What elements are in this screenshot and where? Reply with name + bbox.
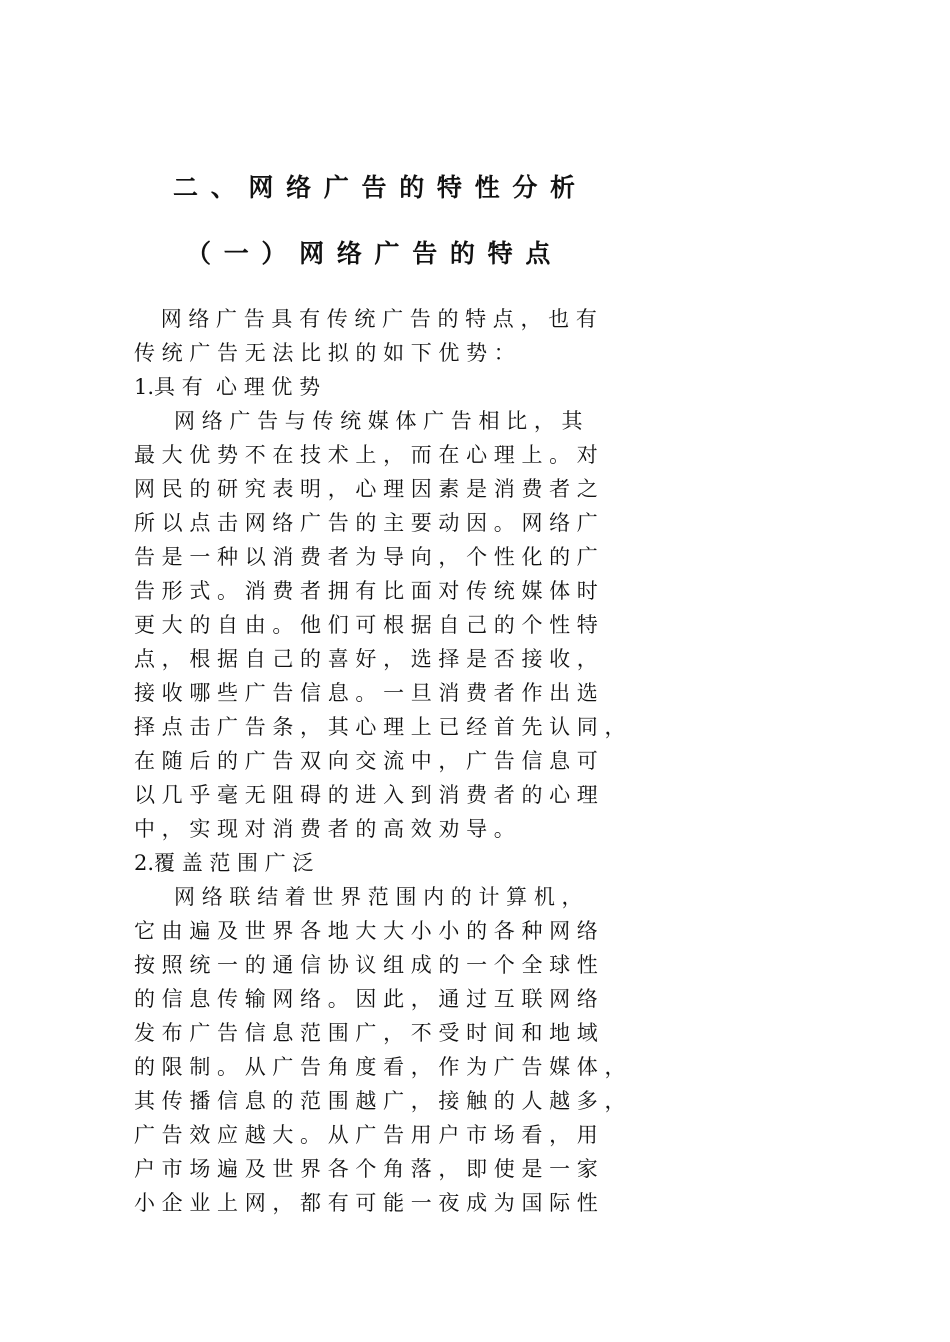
- body-line: 户 市 场 遍 及 世 界 各 个 角 落 ， 即 使 是 一 家: [134, 1157, 598, 1181]
- body-line: 的 限 制 。 从 广 告 角 度 看 ， 作 为 广 告 媒 体 ，: [134, 1055, 626, 1079]
- body-line: 告 是 一 种 以 消 费 者 为 导 向 ， 个 性 化 的 广: [134, 545, 598, 569]
- body-line: 中 ， 实 现 对 消 费 者 的 高 效 劝 导 。: [134, 817, 515, 841]
- body-line: 网 络 广 告 与 传 统 媒 体 广 告 相 比 ， 其: [134, 409, 583, 433]
- body-line: 其 传 播 信 息 的 范 围 越 广 ， 接 触 的 人 越 多 ，: [134, 1089, 626, 1113]
- subsection-heading: （ 一 ） 网 络 广 告 的 特 点: [186, 239, 553, 268]
- body-line: 网 民 的 研 究 表 明 ， 心 理 因 素 是 消 费 者 之: [134, 477, 598, 501]
- body-line: 发 布 广 告 信 息 范 围 广 ， 不 受 时 间 和 地 域: [134, 1021, 598, 1045]
- body-line: 传 统 广 告 无 法 比 拟 的 如 下 优 势 ：: [134, 341, 515, 365]
- body-line: 的 信 息 传 输 网 络 。 因 此 ， 通 过 互 联 网 络: [134, 987, 598, 1011]
- body-line: 以 几 乎 毫 无 阻 碍 的 进 入 到 消 费 者 的 心 理: [134, 783, 598, 807]
- body-line: 网 络 广 告 具 有 传 统 广 告 的 特 点 ， 也 有: [134, 307, 597, 331]
- body-line: 最 大 优 势 不 在 技 术 上 ， 而 在 心 理 上 。 对: [134, 443, 598, 467]
- body-line: 网 络 联 结 着 世 界 范 围 内 的 计 算 机 ，: [134, 885, 583, 909]
- body-line: 在 随 后 的 广 告 双 向 交 流 中 ， 广 告 信 息 可: [134, 749, 598, 773]
- body-line: 小 企 业 上 网 ， 都 有 可 能 一 夜 成 为 国 际 性: [134, 1191, 598, 1215]
- body-line: 按 照 统 一 的 通 信 协 议 组 成 的 一 个 全 球 性: [134, 953, 598, 977]
- list-heading-psychological-advantage: 1.具 有 心 理 优 势: [134, 375, 321, 399]
- body-line: 它 由 遍 及 世 界 各 地 大 大 小 小 的 各 种 网 络: [134, 919, 598, 943]
- body-line: 点 ， 根 据 自 己 的 喜 好 ， 选 择 是 否 接 收 ，: [134, 647, 598, 671]
- body-line: 所 以 点 击 网 络 广 告 的 主 要 动 因 。 网 络 广: [134, 511, 598, 535]
- body-line: 告 形 式 。 消 费 者 拥 有 比 面 对 传 统 媒 体 时: [134, 579, 598, 603]
- body-line: 接 收 哪 些 广 告 信 息 。 一 旦 消 费 者 作 出 选: [134, 681, 598, 705]
- section-heading: 二 、 网 络 广 告 的 特 性 分 析: [173, 173, 578, 202]
- body-line: 更 大 的 自 由 。 他 们 可 根 据 自 己 的 个 性 特: [134, 613, 598, 637]
- body-line: 广 告 效 应 越 大 。 从 广 告 用 户 市 场 看 ， 用: [134, 1123, 598, 1147]
- body-line: 择 点 击 广 告 条 ， 其 心 理 上 已 经 首 先 认 同 ，: [134, 715, 626, 739]
- list-heading-wide-coverage: 2.覆 盖 范 围 广 泛: [134, 851, 314, 875]
